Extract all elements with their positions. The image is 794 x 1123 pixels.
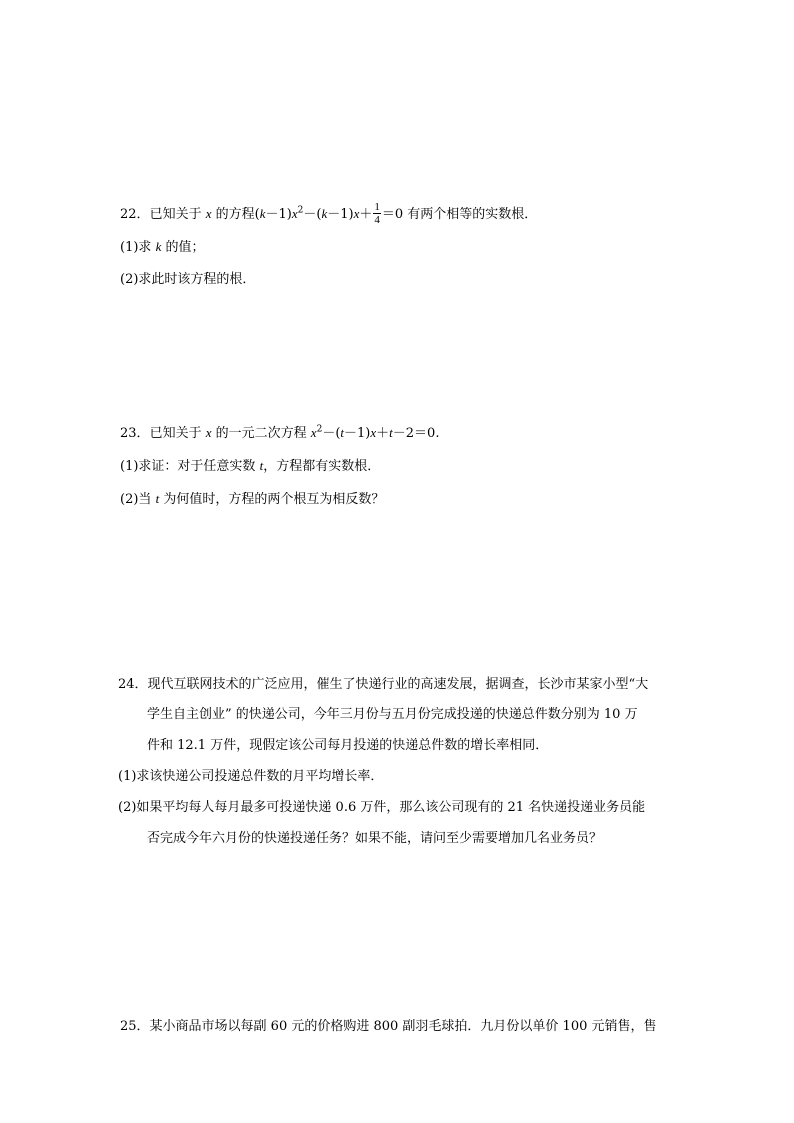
q23-part2 [120,489,384,510]
q22-sep: ． [136,207,150,222]
q24-line2: 学生自主创业” 的快递公司，今年三月份与五月份完成投递的快递总件数分别为 10 万 [147,707,638,722]
q25-line1: 25．某小商品市场以每副 60 元的价格购进 800 副羽毛球拍．九月份以单价 100 元销售，售 [120,1019,657,1034]
q22-frac-num: 1 [374,201,380,213]
q22-number: 22 [120,207,137,222]
q23-eq-c: ＋ [376,426,390,441]
q23-mid: 的一元二次方程 [215,426,307,441]
q22-part1 [120,237,205,258]
q23-var-x: x [205,425,212,440]
q23-eq-t1: t [340,425,345,440]
q22-fraction [373,201,381,226]
q23-eq-sup: 2 [316,424,323,435]
q23-sep: ． [136,426,150,441]
q22-eq-sup: 2 [297,205,304,216]
q22-intro: 已知关于 [149,207,202,222]
q23-eq-x2: x [370,425,377,440]
q23-p1-pre: (1)求证：对于任意实数 [120,459,256,474]
q22-stem [120,202,537,227]
q22-tail: 有两个相等的实数根． [407,207,538,222]
q22-eq-x2: x [353,206,360,221]
q22-eq-end: ＝0 [381,207,404,222]
q23-p2-var: t [155,491,160,506]
q22-eq-minus: －( [303,207,322,222]
q22-var-x: x [205,206,212,221]
q23-stem [120,423,439,444]
q23-intro: 已知关于 [149,426,202,441]
q22-eq-m2: －1) [327,207,354,222]
q22-eq-k1: k [259,206,266,221]
q22-p1-post: 的值； [165,240,205,255]
q23-part1 [120,456,380,477]
q23-p2-pre: (2)当 [120,492,152,507]
q23-number: 23 [120,426,137,441]
q23-eq-x1: x [310,425,317,440]
q23-p2-post: 为何值时，方程的两个根互为相反数？ [163,492,385,507]
q22-frac-den: 4 [374,214,380,226]
q23-p1-post: ，方程都有实数根． [263,459,381,474]
q22-p1-var: k [155,239,162,254]
q23-p1-var: t [259,458,264,473]
q22-eq-x1: x [291,206,298,221]
q24-part2-line2: 否完成今年六月份的快递投递任务？如果不能，请问至少需要增加几名业务员？ [147,831,603,846]
q22-eq-plus: ＋ [359,207,373,222]
q24-line3: 件和 12.1 万件，现假定该公司每月投递的快递总件数的增长率相同． [147,738,549,753]
q22-eq-k2: k [321,206,328,221]
q22-eq-m1: －1) [265,207,292,222]
q22-mid: 的方程( [215,207,260,222]
q24-part2-line1: (2)如果平均每人每月最多可投递快递 0.6 万件，那么该公司现有的 21 名快递投递业务员能 [118,800,646,815]
q23-eq-a: －( [322,426,341,441]
q24-line1: 24．现代互联网技术的广泛应用，催生了快递行业的高速发展，据调查，长沙市某家小型“大 [118,677,649,692]
q23-eq-b: －1) [344,426,371,441]
q22-part2: (2)求此时该方程的根． [120,272,256,287]
q22-p1-pre: (1)求 [120,240,152,255]
q23-eq-t2: t [389,425,393,440]
q23-eq-d: －2＝0. [392,426,440,441]
q24-part1: (1)求该快递公司投递总件数的月平均增长率． [118,769,384,784]
